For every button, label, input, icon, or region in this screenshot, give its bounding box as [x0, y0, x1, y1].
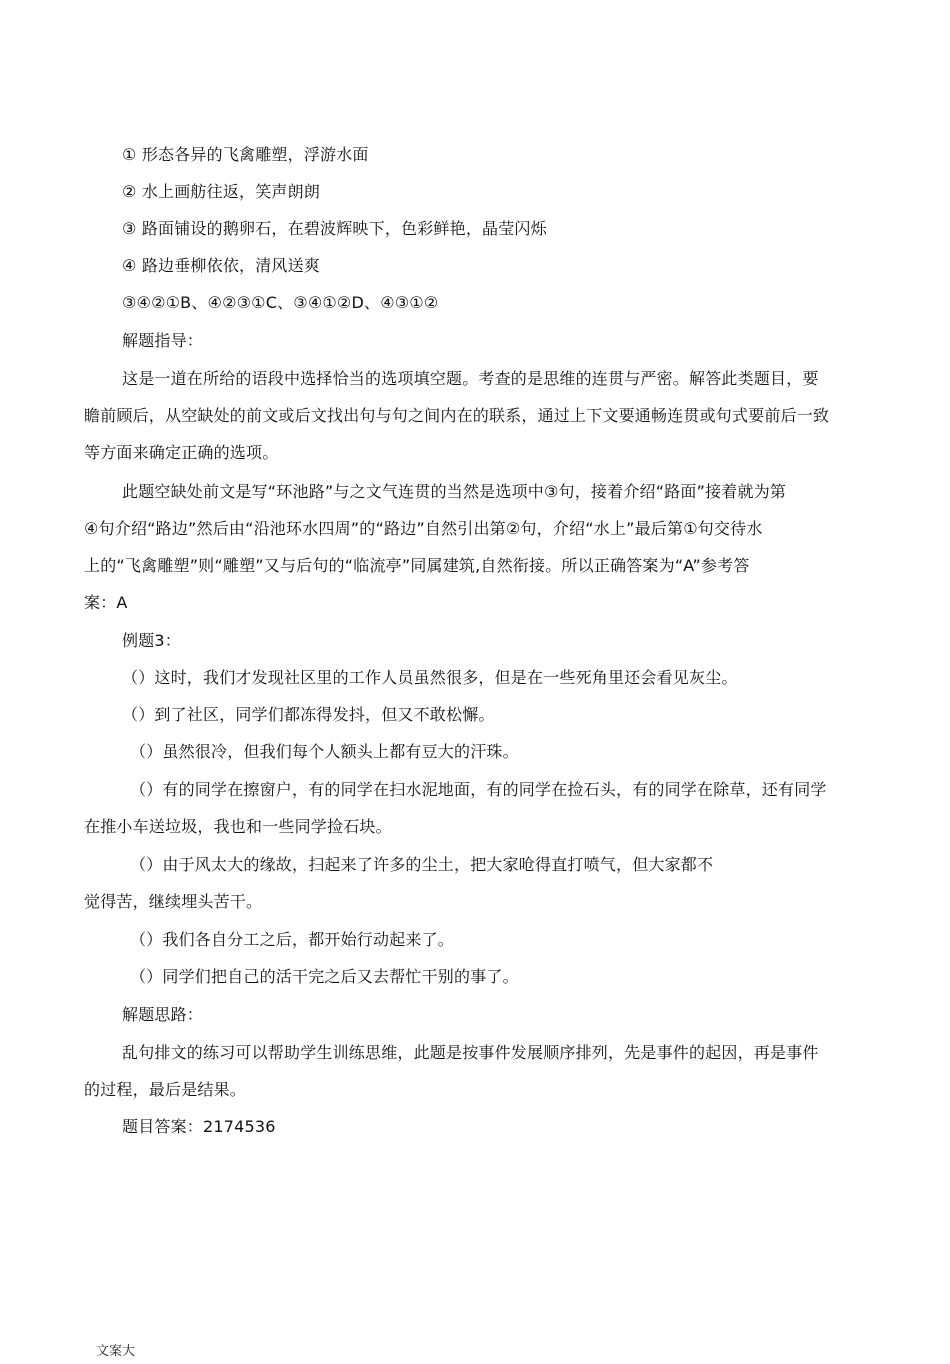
thinking-heading: 解题思路：: [122, 1005, 204, 1024]
guide-paragraph-1-line-3: 等方面来确定正确的选项。: [84, 443, 279, 462]
guide-heading: 解题指导：: [122, 331, 204, 350]
guide-paragraph-1-line-2: 瞻前顾后，从空缺处的前文或后文找出句与句之间内在的联系，通过上下文要通畅连贯或句式要前后一致: [84, 406, 830, 425]
guide-paragraph-2-line-4: 案：A: [84, 593, 128, 612]
example3-item-2: （）到了社区，同学们都冻得发抖，但又不敢松懈。: [122, 705, 495, 724]
footer-text: 文案大: [96, 1344, 136, 1359]
guide-paragraph-2-line-1: 此题空缺处前文是写“环池路”与之文气连贯的当然是选项中③句，接着介绍“路面”接着就为第: [122, 482, 787, 501]
example3-item-5-line-2: 觉得苦，继续埋头苦干。: [84, 892, 263, 911]
example3-item-4-line-1: （）有的同学在擦窗户，有的同学在扫水泥地面，有的同学在捡石头，有的同学在除草，还有同学: [130, 780, 827, 799]
option-4: ④ 路边垂柳依依，清风送爽: [122, 256, 321, 275]
thinking-paragraph-line-2: 的过程，最后是结果。: [84, 1080, 247, 1099]
example3-item-7: （）同学们把自己的活干完之后又去帮忙干别的事了。: [130, 967, 519, 986]
guide-paragraph-2-line-3: 上的“飞禽雕塑”则“雕塑”又与后句的“临流亭”同属建筑,自然衔接。所以正确答案为“A”参考答: [84, 556, 750, 575]
option-2: ② 水上画舫往返，笑声朗朗: [122, 182, 321, 201]
example3-item-5-line-1: （）由于风太大的缘故，扫起来了许多的尘土，把大家呛得直打喷气，但大家都不: [130, 855, 714, 874]
option-1: ① 形态各异的飞禽雕塑，浮游水面: [122, 145, 369, 164]
example3-item-4-line-2: 在推小车送垃圾，我也和一些同学捡石块。: [84, 817, 392, 836]
guide-paragraph-1-line-1: 这是一道在所给的语段中选择恰当的选项填空题。考查的是思维的连贯与严密。解答此类题目，要: [122, 369, 819, 388]
answer-choices: ③④②①B、④②③①C、③④①②D、④③①②: [122, 293, 439, 312]
example3-item-3: （）虽然很冷，但我们每个人额头上都有豆大的汗珠。: [130, 742, 519, 761]
answer-line: 题目答案：2174536: [122, 1117, 276, 1136]
option-3: ③ 路面铺设的鹅卵石，在碧波辉映下，色彩鲜艳，晶莹闪烁: [122, 219, 547, 238]
example3-item-1: （）这时，我们才发现社区里的工作人员虽然很多，但是在一些死角里还会看见灰尘。: [122, 668, 738, 687]
guide-paragraph-2-line-2: ④句介绍“路边”然后由“沿池环水四周”的“路边”自然引出第②句，介绍“水上”最后第①句交待水: [84, 519, 763, 538]
example3-item-6: （）我们各自分工之后，都开始行动起来了。: [130, 930, 455, 949]
thinking-paragraph-line-1: 乱句排文的练习可以帮助学生训练思维，此题是按事件发展顺序排列，先是事件的起因，再是事件: [122, 1043, 819, 1062]
example3-heading: 例题3：: [122, 631, 181, 650]
